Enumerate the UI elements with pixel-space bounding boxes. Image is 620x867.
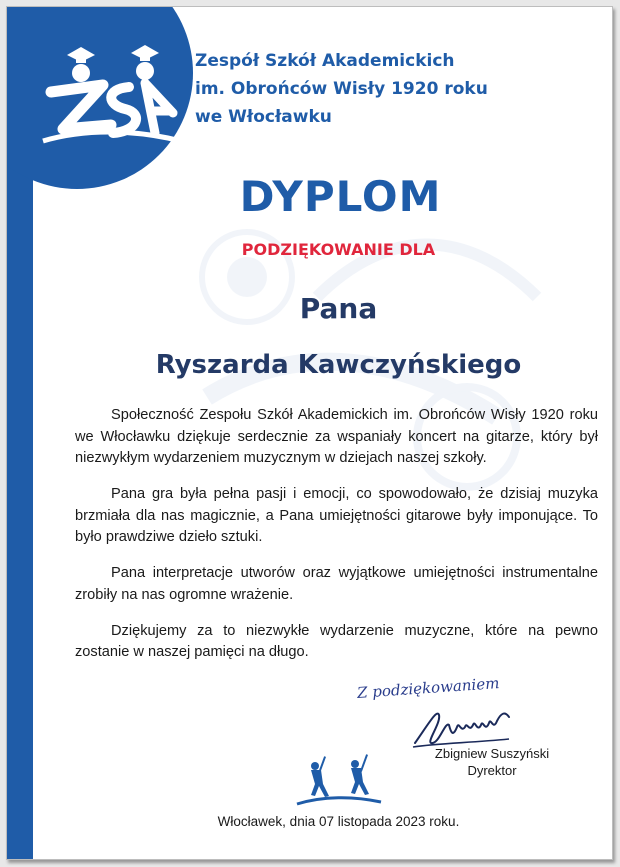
signature-icon xyxy=(409,703,529,749)
soldiers-running-icon xyxy=(293,752,383,807)
school-name-line-2: im. Obrońców Wisły 1920 roku xyxy=(195,79,488,99)
signer-role: Dyrektor xyxy=(467,763,517,778)
body-paragraph-4: Dziękujemy za to niezwykłe wydarzenie muzyczne, które na pewno zostanie w naszej pamięci na długo. xyxy=(75,622,598,660)
school-name xyxy=(195,47,555,131)
handwritten-closing: Z podziękowaniem xyxy=(356,674,500,702)
diploma-subtitle: PODZIĘKOWANIE DLA xyxy=(241,240,436,259)
school-name-line-1: Zespół Szkół Akademickich xyxy=(195,51,455,71)
signer-name: Zbigniew Suszyński xyxy=(434,746,550,761)
diploma-body xyxy=(75,405,598,678)
recipient-honorific: Pana xyxy=(299,292,378,325)
signer-block xyxy=(417,745,567,779)
body-paragraph-1: Społeczność Zespołu Szkół Akademickich im. Obrońców Wisły 1920 roku we Włocławku dziękuje serdecznie za wspaniały koncert na gitarze, który był niezwykłym wydarzeniem muzycznym w dziejach naszej szkoły. xyxy=(75,407,598,466)
recipient-name: Ryszarda Kawczyńskiego xyxy=(155,350,522,380)
school-name-line-3: we Włocławku xyxy=(195,107,332,127)
diploma-title: DYPLOM xyxy=(239,172,442,221)
body-paragraph-2: Pana gra była pełna pasji i emocji, co spowodowało, że dzisiaj muzyka brzmiała dla nas magicznie, a Pana umiejętności gitarowe były imponujące. To było prawdziwe dzieło sztuki. xyxy=(75,486,598,545)
place-and-date: Włocławek, dnia 07 listopada 2023 roku. xyxy=(217,814,460,829)
body-paragraph-3: Pana interpretacje utworów oraz wyjątkowe umiejętności instrumentalne zrobiły na nas ogromne wrażenie. xyxy=(75,565,598,603)
school-crest-icon xyxy=(33,37,183,157)
diploma-sheet xyxy=(6,6,613,860)
